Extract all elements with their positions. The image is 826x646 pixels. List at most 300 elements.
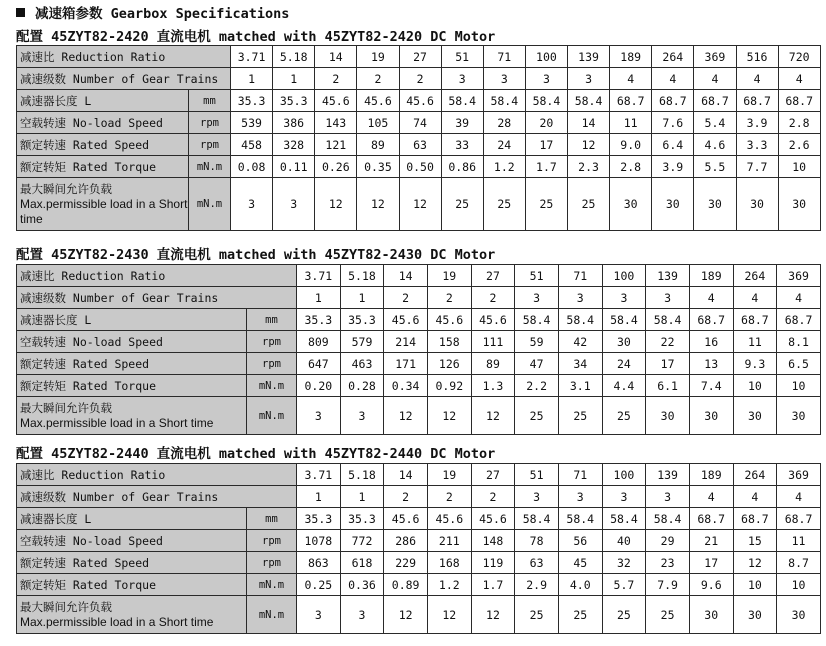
value-cell: 189	[689, 464, 733, 486]
value-cell: 5.5	[694, 156, 736, 178]
row-label: 空载转速 No-load Speed	[17, 331, 247, 353]
value-cell: 45.6	[384, 309, 428, 331]
row-label-en: Max.permissible load in a Short time	[20, 196, 188, 226]
value-cell: 12	[427, 596, 471, 634]
value-cell: 720	[778, 46, 820, 68]
value-cell: 9.6	[689, 574, 733, 596]
value-cell: 3	[273, 178, 315, 231]
unit-cell: rpm	[247, 552, 297, 574]
row-label-zh: 最大瞬间允许负载	[20, 181, 112, 196]
value-cell: 23	[646, 552, 690, 574]
value-cell: 89	[471, 353, 515, 375]
value-cell: 58.4	[602, 309, 646, 331]
value-cell: 2.2	[515, 375, 559, 397]
value-cell: 2	[471, 287, 515, 309]
value-cell: 25	[515, 596, 559, 634]
spec-table-2420	[16, 45, 821, 231]
table-row	[17, 464, 821, 486]
value-cell: 1.2	[483, 156, 525, 178]
value-cell: 29	[646, 530, 690, 552]
value-cell: 4	[777, 486, 821, 508]
value-cell: 68.7	[733, 309, 777, 331]
value-cell: 2	[427, 486, 471, 508]
value-cell: 5.18	[340, 464, 384, 486]
value-cell: 51	[441, 46, 483, 68]
value-cell: 3	[646, 486, 690, 508]
value-cell: 3.9	[736, 112, 778, 134]
value-cell: 25	[515, 397, 559, 435]
value-cell: 189	[689, 265, 733, 287]
value-cell: 12	[471, 397, 515, 435]
value-cell: 5.7	[602, 574, 646, 596]
value-cell: 369	[694, 46, 736, 68]
value-cell: 1.7	[525, 156, 567, 178]
value-cell: 3	[340, 596, 384, 634]
value-cell: 47	[515, 353, 559, 375]
value-cell: 25	[558, 596, 602, 634]
value-cell: 59	[515, 331, 559, 353]
value-cell: 286	[384, 530, 428, 552]
value-cell: 618	[340, 552, 384, 574]
value-cell: 264	[733, 265, 777, 287]
row-label: 空载转速 No-load Speed	[17, 112, 189, 134]
value-cell: 2	[315, 68, 357, 90]
value-cell: 0.20	[297, 375, 341, 397]
table-row	[17, 90, 821, 112]
value-cell: 58.4	[558, 309, 602, 331]
value-cell: 40	[602, 530, 646, 552]
value-cell: 32	[602, 552, 646, 574]
table-row	[17, 178, 821, 231]
value-cell: 58.4	[441, 90, 483, 112]
value-cell: 9.3	[733, 353, 777, 375]
value-cell: 68.7	[610, 90, 652, 112]
value-cell: 17	[689, 552, 733, 574]
value-cell: 126	[427, 353, 471, 375]
value-cell: 58.4	[515, 508, 559, 530]
value-cell: 11	[777, 530, 821, 552]
value-cell: 0.35	[357, 156, 399, 178]
spec-table-2430	[16, 264, 821, 435]
row-label-en: Max.permissible load in a Short time	[20, 614, 214, 629]
value-cell: 6.4	[652, 134, 694, 156]
value-cell: 4.0	[558, 574, 602, 596]
value-cell: 14	[384, 464, 428, 486]
value-cell: 189	[610, 46, 652, 68]
unit-cell: mm	[247, 309, 297, 331]
row-label: 减速器长度 L	[17, 508, 247, 530]
value-cell: 1078	[297, 530, 341, 552]
value-cell: 30	[778, 178, 820, 231]
value-cell: 68.7	[736, 90, 778, 112]
row-label-zh: 最大瞬间允许负载	[20, 599, 112, 614]
value-cell: 1	[340, 287, 384, 309]
value-cell: 22	[646, 331, 690, 353]
value-cell: 1.2	[427, 574, 471, 596]
value-cell: 4	[652, 68, 694, 90]
value-cell: 4	[610, 68, 652, 90]
value-cell: 12	[427, 397, 471, 435]
value-cell: 111	[471, 331, 515, 353]
value-cell: 1	[340, 486, 384, 508]
value-cell: 30	[777, 596, 821, 634]
value-cell: 35.3	[297, 508, 341, 530]
value-cell: 27	[471, 265, 515, 287]
value-cell: 2	[427, 287, 471, 309]
unit-cell: mm	[247, 508, 297, 530]
value-cell: 772	[340, 530, 384, 552]
value-cell: 45.6	[384, 508, 428, 530]
table-row	[17, 287, 821, 309]
value-cell: 143	[315, 112, 357, 134]
value-cell: 4	[736, 68, 778, 90]
value-cell: 1.7	[471, 574, 515, 596]
value-cell: 100	[602, 464, 646, 486]
table-row	[17, 68, 821, 90]
value-cell: 0.25	[297, 574, 341, 596]
value-cell: 264	[652, 46, 694, 68]
value-cell: 14	[384, 265, 428, 287]
value-cell: 17	[525, 134, 567, 156]
value-cell: 45.6	[471, 508, 515, 530]
value-cell: 328	[273, 134, 315, 156]
value-cell: 58.4	[525, 90, 567, 112]
table-row	[17, 596, 821, 634]
value-cell: 0.92	[427, 375, 471, 397]
unit-cell: mN.m	[189, 178, 231, 231]
value-cell: 1	[297, 486, 341, 508]
table-row	[17, 331, 821, 353]
value-cell: 28	[483, 112, 525, 134]
value-cell: 3	[558, 287, 602, 309]
value-cell: 105	[357, 112, 399, 134]
value-cell: 78	[515, 530, 559, 552]
value-cell: 68.7	[777, 309, 821, 331]
value-cell: 0.89	[384, 574, 428, 596]
value-cell: 5.18	[340, 265, 384, 287]
value-cell: 369	[777, 464, 821, 486]
value-cell: 0.26	[315, 156, 357, 178]
value-cell: 71	[558, 265, 602, 287]
value-cell: 25	[602, 596, 646, 634]
table-row	[17, 134, 821, 156]
value-cell: 58.4	[558, 508, 602, 530]
unit-cell: rpm	[247, 331, 297, 353]
value-cell: 11	[610, 112, 652, 134]
value-cell: 386	[273, 112, 315, 134]
value-cell: 3.71	[297, 265, 341, 287]
value-cell: 58.4	[568, 90, 610, 112]
value-cell: 12	[733, 552, 777, 574]
value-cell: 58.4	[646, 508, 690, 530]
value-cell: 63	[399, 134, 441, 156]
value-cell: 4	[733, 486, 777, 508]
value-cell: 12	[471, 596, 515, 634]
value-cell: 45.6	[471, 309, 515, 331]
value-cell: 56	[558, 530, 602, 552]
row-label: 额定转速 Rated Speed	[17, 134, 189, 156]
value-cell: 39	[441, 112, 483, 134]
value-cell: 2.6	[778, 134, 820, 156]
table-row	[17, 397, 821, 435]
value-cell: 7.7	[736, 156, 778, 178]
value-cell: 7.6	[652, 112, 694, 134]
value-cell: 4	[777, 287, 821, 309]
value-cell: 6.5	[777, 353, 821, 375]
value-cell: 3	[441, 68, 483, 90]
value-cell: 12	[568, 134, 610, 156]
value-cell: 4.4	[602, 375, 646, 397]
value-cell: 2	[357, 68, 399, 90]
value-cell: 58.4	[646, 309, 690, 331]
value-cell: 30	[652, 178, 694, 231]
value-cell: 211	[427, 530, 471, 552]
unit-cell: rpm	[189, 112, 231, 134]
value-cell: 35.3	[297, 309, 341, 331]
value-cell: 1	[231, 68, 273, 90]
value-cell: 68.7	[689, 508, 733, 530]
value-cell: 30	[777, 397, 821, 435]
value-cell: 0.11	[273, 156, 315, 178]
value-cell: 68.7	[733, 508, 777, 530]
table-row	[17, 574, 821, 596]
row-label	[17, 596, 247, 634]
value-cell: 25	[525, 178, 567, 231]
value-cell: 14	[315, 46, 357, 68]
value-cell: 58.4	[602, 508, 646, 530]
value-cell: 15	[733, 530, 777, 552]
value-cell: 3	[602, 486, 646, 508]
row-label: 额定转速 Rated Speed	[17, 552, 247, 574]
value-cell: 10	[778, 156, 820, 178]
value-cell: 3.9	[652, 156, 694, 178]
value-cell: 2.9	[515, 574, 559, 596]
value-cell: 214	[384, 331, 428, 353]
value-cell: 100	[602, 265, 646, 287]
table-row	[17, 265, 821, 287]
value-cell: 3.71	[231, 46, 273, 68]
row-label: 额定转矩 Rated Torque	[17, 375, 247, 397]
value-cell: 51	[515, 464, 559, 486]
unit-cell: mm	[189, 90, 231, 112]
value-cell: 3	[297, 397, 341, 435]
value-cell: 45.6	[357, 90, 399, 112]
value-cell: 7.9	[646, 574, 690, 596]
value-cell: 647	[297, 353, 341, 375]
value-cell: 3.71	[297, 464, 341, 486]
value-cell: 17	[646, 353, 690, 375]
value-cell: 68.7	[778, 90, 820, 112]
value-cell: 30	[689, 397, 733, 435]
value-cell: 12	[384, 596, 428, 634]
row-label: 减速级数 Number of Gear Trains	[17, 486, 297, 508]
value-cell: 579	[340, 331, 384, 353]
value-cell: 74	[399, 112, 441, 134]
value-cell: 139	[646, 265, 690, 287]
value-cell: 19	[427, 265, 471, 287]
row-label: 减速比 Reduction Ratio	[17, 265, 297, 287]
value-cell: 3	[515, 287, 559, 309]
value-cell: 35.3	[231, 90, 273, 112]
value-cell: 8.7	[777, 552, 821, 574]
table-row	[17, 309, 821, 331]
value-cell: 229	[384, 552, 428, 574]
value-cell: 3	[525, 68, 567, 90]
value-cell: 12	[357, 178, 399, 231]
table-row	[17, 353, 821, 375]
row-label	[17, 178, 189, 231]
value-cell: 863	[297, 552, 341, 574]
value-cell: 100	[525, 46, 567, 68]
value-cell: 3	[568, 68, 610, 90]
value-cell: 63	[515, 552, 559, 574]
value-cell: 30	[610, 178, 652, 231]
value-cell: 25	[483, 178, 525, 231]
value-cell: 0.08	[231, 156, 273, 178]
value-cell: 4.6	[694, 134, 736, 156]
value-cell: 3	[483, 68, 525, 90]
unit-cell: mN.m	[247, 596, 297, 634]
value-cell: 45.6	[427, 508, 471, 530]
value-cell: 1	[273, 68, 315, 90]
spec-table-2440	[16, 463, 821, 634]
value-cell: 68.7	[652, 90, 694, 112]
value-cell: 121	[315, 134, 357, 156]
page-title	[16, 2, 289, 22]
row-label: 减速比 Reduction Ratio	[17, 464, 297, 486]
value-cell: 0.50	[399, 156, 441, 178]
value-cell: 0.28	[340, 375, 384, 397]
table-row	[17, 508, 821, 530]
value-cell: 10	[777, 375, 821, 397]
value-cell: 71	[558, 464, 602, 486]
value-cell: 4	[733, 287, 777, 309]
value-cell: 25	[568, 178, 610, 231]
value-cell: 3	[558, 486, 602, 508]
value-cell: 4	[694, 68, 736, 90]
value-cell: 3	[297, 596, 341, 634]
value-cell: 4	[689, 486, 733, 508]
value-cell: 139	[646, 464, 690, 486]
value-cell: 3	[340, 397, 384, 435]
value-cell: 10	[777, 574, 821, 596]
value-cell: 3.3	[736, 134, 778, 156]
value-cell: 3	[646, 287, 690, 309]
value-cell: 13	[689, 353, 733, 375]
page-title-text: 减速箱参数 Gearbox Specifications	[35, 6, 290, 22]
value-cell: 1.3	[471, 375, 515, 397]
value-cell: 8.1	[777, 331, 821, 353]
value-cell: 11	[733, 331, 777, 353]
section-title-2430: 配置 45ZYT82-2430 直流电机 matched with 45ZYT82-2430 DC Motor	[16, 247, 496, 263]
value-cell: 0.36	[340, 574, 384, 596]
unit-cell: rpm	[247, 353, 297, 375]
value-cell: 148	[471, 530, 515, 552]
table-row	[17, 156, 821, 178]
value-cell: 264	[733, 464, 777, 486]
value-cell: 516	[736, 46, 778, 68]
value-cell: 20	[525, 112, 567, 134]
value-cell: 2.8	[610, 156, 652, 178]
value-cell: 35.3	[340, 508, 384, 530]
value-cell: 14	[568, 112, 610, 134]
value-cell: 10	[733, 375, 777, 397]
value-cell: 21	[689, 530, 733, 552]
row-label-en: Max.permissible load in a Short time	[20, 415, 214, 430]
value-cell: 4	[778, 68, 820, 90]
value-cell: 5.18	[273, 46, 315, 68]
value-cell: 3.1	[558, 375, 602, 397]
value-cell: 139	[568, 46, 610, 68]
row-label: 减速器长度 L	[17, 309, 247, 331]
row-label: 额定转矩 Rated Torque	[17, 574, 247, 596]
value-cell: 35.3	[273, 90, 315, 112]
table-row	[17, 552, 821, 574]
row-label: 减速比 Reduction Ratio	[17, 46, 231, 68]
value-cell: 3	[515, 486, 559, 508]
table-row	[17, 375, 821, 397]
value-cell: 168	[427, 552, 471, 574]
value-cell: 19	[357, 46, 399, 68]
value-cell: 369	[777, 265, 821, 287]
value-cell: 6.1	[646, 375, 690, 397]
value-cell: 458	[231, 134, 273, 156]
value-cell: 71	[483, 46, 525, 68]
table-row	[17, 46, 821, 68]
value-cell: 25	[646, 596, 690, 634]
row-label: 额定转速 Rated Speed	[17, 353, 247, 375]
value-cell: 30	[733, 397, 777, 435]
value-cell: 19	[427, 464, 471, 486]
row-label: 减速级数 Number of Gear Trains	[17, 68, 231, 90]
value-cell: 68.7	[689, 309, 733, 331]
value-cell: 30	[694, 178, 736, 231]
value-cell: 24	[483, 134, 525, 156]
row-label: 减速器长度 L	[17, 90, 189, 112]
unit-cell: mN.m	[247, 574, 297, 596]
value-cell: 2	[384, 486, 428, 508]
value-cell: 2	[399, 68, 441, 90]
value-cell: 2.3	[568, 156, 610, 178]
value-cell: 24	[602, 353, 646, 375]
value-cell: 42	[558, 331, 602, 353]
value-cell: 158	[427, 331, 471, 353]
value-cell: 45.6	[427, 309, 471, 331]
value-cell: 30	[602, 331, 646, 353]
value-cell: 0.86	[441, 156, 483, 178]
row-label-zh: 最大瞬间允许负载	[20, 400, 112, 415]
value-cell: 58.4	[515, 309, 559, 331]
value-cell: 463	[340, 353, 384, 375]
unit-cell: rpm	[189, 134, 231, 156]
value-cell: 45	[558, 552, 602, 574]
value-cell: 30	[646, 397, 690, 435]
square-bullet-icon	[16, 8, 25, 17]
section-title-2420: 配置 45ZYT82-2420 直流电机 matched with 45ZYT82-2420 DC Motor	[16, 29, 496, 45]
value-cell: 12	[384, 397, 428, 435]
value-cell: 45.6	[315, 90, 357, 112]
value-cell: 68.7	[694, 90, 736, 112]
value-cell: 171	[384, 353, 428, 375]
row-label: 额定转矩 Rated Torque	[17, 156, 189, 178]
value-cell: 9.0	[610, 134, 652, 156]
value-cell: 58.4	[483, 90, 525, 112]
value-cell: 809	[297, 331, 341, 353]
value-cell: 30	[689, 596, 733, 634]
value-cell: 3	[231, 178, 273, 231]
value-cell: 2	[384, 287, 428, 309]
value-cell: 25	[602, 397, 646, 435]
